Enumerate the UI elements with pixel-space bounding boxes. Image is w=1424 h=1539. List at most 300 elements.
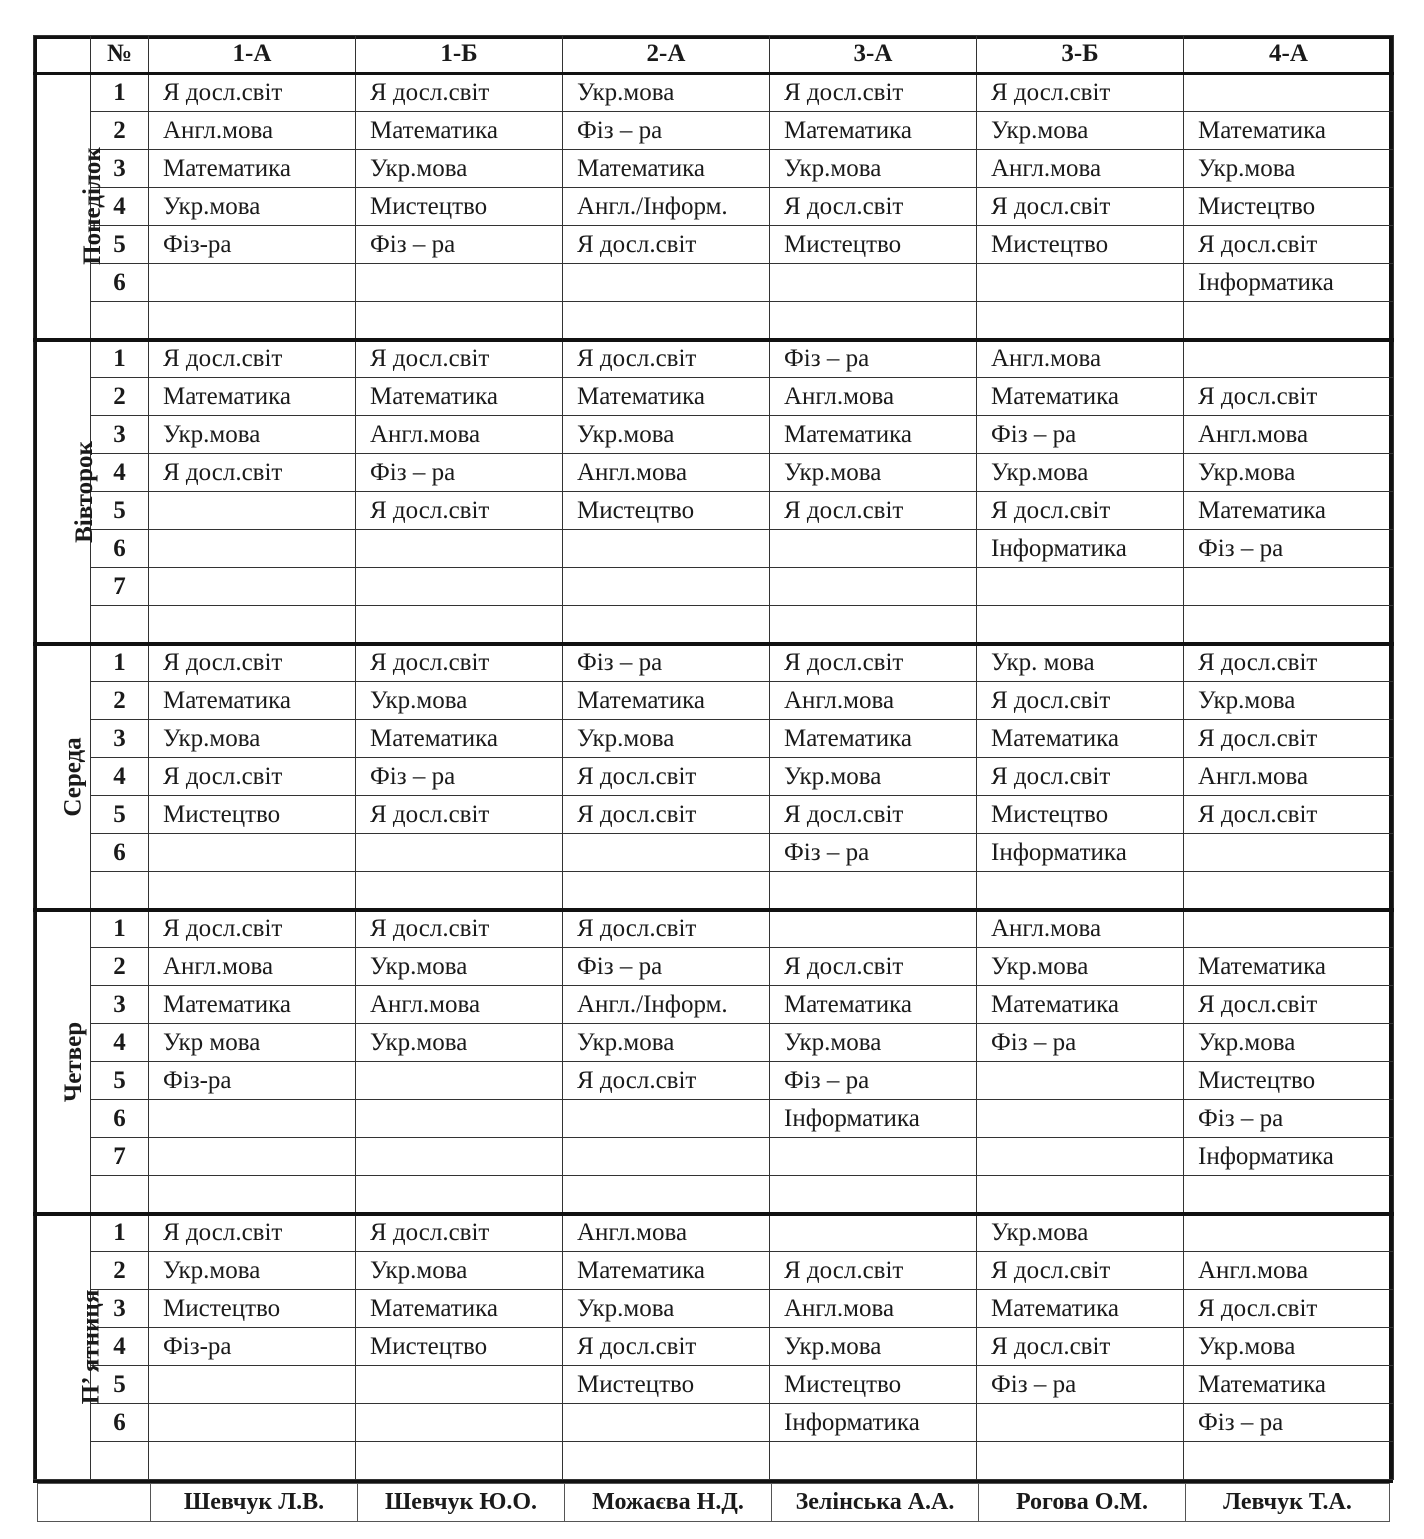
subject-cell: [356, 568, 563, 606]
lesson-number: 2: [91, 1252, 149, 1290]
subject-cell: [356, 606, 563, 644]
subject-cell: [149, 872, 356, 910]
subject-cell: [563, 1404, 770, 1442]
subject-cell: [149, 302, 356, 340]
subject-cell: Англ.мова: [563, 1214, 770, 1252]
subject-cell: [563, 264, 770, 302]
subject-cell: [977, 1138, 1184, 1176]
subject-cell: Англ.мова: [770, 378, 977, 416]
subject-cell: Укр.мова: [977, 948, 1184, 986]
subject-cell: Мистецтво: [1184, 188, 1394, 226]
lesson-number: 5: [91, 226, 149, 264]
lesson-row: [34, 644, 1394, 682]
lesson-number: 2: [91, 112, 149, 150]
subject-cell: Я досл.світ: [563, 340, 770, 378]
subject-cell: Укр.мова: [977, 1214, 1184, 1252]
lesson-row: [34, 378, 1394, 416]
subject-cell: Англ.мова: [977, 340, 1184, 378]
subject-cell: [977, 1176, 1184, 1214]
teachers-row: [38, 1484, 1390, 1522]
lesson-number: [91, 872, 149, 910]
subject-cell: [356, 1138, 563, 1176]
lesson-row: [34, 1024, 1394, 1062]
schedule-table: [33, 35, 1394, 1480]
subject-cell: [977, 1062, 1184, 1100]
lesson-row: [34, 226, 1394, 264]
lesson-number: 1: [91, 74, 149, 112]
subject-cell: Укр.мова: [563, 1290, 770, 1328]
subject-cell: Англ.мова: [356, 416, 563, 454]
lesson-row: [34, 1366, 1394, 1404]
subject-cell: [149, 1176, 356, 1214]
subject-cell: Математика: [770, 416, 977, 454]
teacher-name: Рогова О.М.: [979, 1484, 1186, 1522]
subject-cell: Фіз – ра: [563, 112, 770, 150]
subject-cell: [356, 1062, 563, 1100]
subject-cell: Інформатика: [1184, 1138, 1394, 1176]
subject-cell: [1184, 1176, 1394, 1214]
subject-cell: Мистецтво: [563, 492, 770, 530]
subject-cell: Я досл.світ: [563, 1328, 770, 1366]
subject-cell: Укр. мова: [977, 644, 1184, 682]
lesson-row: [34, 568, 1394, 606]
subject-cell: Математика: [770, 986, 977, 1024]
lesson-row: [34, 264, 1394, 302]
lesson-row: [34, 1290, 1394, 1328]
subject-cell: Мистецтво: [770, 226, 977, 264]
subject-cell: Я досл.світ: [977, 1252, 1184, 1290]
subject-cell: Інформатика: [977, 530, 1184, 568]
teacher-name: Шевчук Ю.О.: [358, 1484, 565, 1522]
subject-cell: Мистецтво: [770, 1366, 977, 1404]
subject-cell: [1184, 910, 1394, 948]
subject-cell: Математика: [977, 378, 1184, 416]
lesson-row: [34, 948, 1394, 986]
subject-cell: Укр.мова: [770, 150, 977, 188]
subject-cell: Укр.мова: [563, 416, 770, 454]
subject-cell: Мистецтво: [356, 1328, 563, 1366]
lesson-number: 3: [91, 150, 149, 188]
subject-cell: [770, 1442, 977, 1480]
subject-cell: Математика: [563, 378, 770, 416]
subject-cell: Англ.мова: [149, 948, 356, 986]
subject-cell: Мистецтво: [977, 226, 1184, 264]
lesson-row: [34, 1100, 1394, 1138]
subject-cell: Математика: [977, 986, 1184, 1024]
subject-cell: Математика: [563, 1252, 770, 1290]
subject-cell: Фіз – ра: [563, 644, 770, 682]
lesson-number: 4: [91, 1328, 149, 1366]
class-header: 3-А: [770, 36, 977, 74]
subject-cell: Фіз – ра: [563, 948, 770, 986]
lesson-row: [34, 188, 1394, 226]
day-name: Четвер: [60, 1021, 88, 1102]
subject-cell: [149, 530, 356, 568]
subject-cell: Я досл.світ: [149, 340, 356, 378]
subject-cell: Укр.мова: [356, 948, 563, 986]
subject-cell: Я досл.світ: [977, 74, 1184, 112]
lesson-number: 5: [91, 492, 149, 530]
subject-cell: Фіз – ра: [977, 1024, 1184, 1062]
lesson-number: 1: [91, 910, 149, 948]
lesson-row: [34, 416, 1394, 454]
subject-cell: Я досл.світ: [563, 758, 770, 796]
lesson-number: 2: [91, 682, 149, 720]
lesson-row: [34, 1442, 1394, 1480]
subject-cell: [1184, 1214, 1394, 1252]
subject-cell: Фіз-ра: [149, 1062, 356, 1100]
lesson-row: [34, 796, 1394, 834]
subject-cell: [563, 1138, 770, 1176]
subject-cell: Математика: [356, 720, 563, 758]
subject-cell: Я досл.світ: [356, 644, 563, 682]
teachers-label-cell: [38, 1484, 151, 1522]
lesson-row: [34, 530, 1394, 568]
subject-cell: Математика: [770, 720, 977, 758]
subject-cell: Укр.мова: [1184, 1328, 1394, 1366]
subject-cell: Я досл.світ: [1184, 644, 1394, 682]
subject-cell: Я досл.світ: [356, 910, 563, 948]
subject-cell: Фіз-ра: [149, 1328, 356, 1366]
subject-cell: Математика: [1184, 492, 1394, 530]
lesson-number: [91, 606, 149, 644]
subject-cell: Укр.мова: [770, 1328, 977, 1366]
subject-cell: [977, 1100, 1184, 1138]
subject-cell: Я досл.світ: [356, 340, 563, 378]
subject-cell: [149, 1442, 356, 1480]
lesson-row: [34, 682, 1394, 720]
subject-cell: [149, 568, 356, 606]
lesson-number: [91, 1442, 149, 1480]
subject-cell: [977, 606, 1184, 644]
subject-cell: [356, 302, 563, 340]
subject-cell: Фіз – ра: [770, 1062, 977, 1100]
corner-cell: [34, 36, 91, 74]
subject-cell: Я досл.світ: [1184, 986, 1394, 1024]
subject-cell: Я досл.світ: [977, 682, 1184, 720]
subject-cell: Математика: [1184, 112, 1394, 150]
subject-cell: [770, 1138, 977, 1176]
subject-cell: Я досл.світ: [149, 74, 356, 112]
subject-cell: [977, 568, 1184, 606]
lesson-number: 6: [91, 1404, 149, 1442]
subject-cell: Я досл.світ: [356, 492, 563, 530]
lesson-number: 4: [91, 454, 149, 492]
subject-cell: [1184, 606, 1394, 644]
lesson-number: 7: [91, 568, 149, 606]
subject-cell: [149, 264, 356, 302]
subject-cell: Я досл.світ: [770, 948, 977, 986]
subject-cell: [563, 1176, 770, 1214]
lesson-row: [34, 720, 1394, 758]
subject-cell: Фіз – ра: [1184, 530, 1394, 568]
subject-cell: [149, 492, 356, 530]
lesson-number: 6: [91, 834, 149, 872]
subject-cell: Математика: [1184, 1366, 1394, 1404]
subject-cell: [770, 1176, 977, 1214]
subject-cell: [149, 1404, 356, 1442]
subject-cell: [977, 302, 1184, 340]
subject-cell: [1184, 340, 1394, 378]
subject-cell: [770, 872, 977, 910]
subject-cell: [977, 872, 1184, 910]
day-label-cell: [34, 340, 98, 644]
subject-cell: [563, 872, 770, 910]
subject-cell: Укр.мова: [1184, 454, 1394, 492]
day-name: Середа: [59, 736, 87, 817]
lesson-number: [91, 302, 149, 340]
lesson-row: [34, 910, 1394, 948]
lesson-number: 6: [91, 1100, 149, 1138]
subject-cell: [356, 834, 563, 872]
day-name: П’ ятниця: [77, 1289, 105, 1405]
day-name: Понеділок: [78, 147, 106, 266]
subject-cell: Математика: [977, 720, 1184, 758]
subject-cell: Фіз – ра: [356, 758, 563, 796]
subject-cell: Я досл.світ: [770, 1252, 977, 1290]
subject-cell: Англ./Інформ.: [563, 986, 770, 1024]
subject-cell: Я досл.світ: [149, 758, 356, 796]
subject-cell: Математика: [770, 112, 977, 150]
subject-cell: Фіз – ра: [977, 416, 1184, 454]
subject-cell: [1184, 1442, 1394, 1480]
subject-cell: Укр.мова: [977, 454, 1184, 492]
lesson-row: [34, 150, 1394, 188]
subject-cell: [563, 606, 770, 644]
subject-cell: Фіз-ра: [149, 226, 356, 264]
subject-cell: Укр.мова: [770, 758, 977, 796]
subject-cell: [1184, 568, 1394, 606]
subject-cell: [977, 264, 1184, 302]
lesson-number: 1: [91, 644, 149, 682]
subject-cell: Англ.мова: [977, 150, 1184, 188]
subject-cell: [563, 834, 770, 872]
lesson-row: [34, 834, 1394, 872]
lesson-number: 2: [91, 378, 149, 416]
subject-cell: Я досл.світ: [770, 188, 977, 226]
subject-cell: [1184, 834, 1394, 872]
subject-cell: Англ.мова: [149, 112, 356, 150]
subject-cell: Я досл.світ: [977, 188, 1184, 226]
lesson-number: 4: [91, 188, 149, 226]
subject-cell: Англ.мова: [770, 1290, 977, 1328]
subject-cell: Фіз – ра: [977, 1366, 1184, 1404]
subject-cell: [356, 1366, 563, 1404]
subject-cell: Я досл.світ: [977, 492, 1184, 530]
subject-cell: Я досл.світ: [770, 644, 977, 682]
subject-cell: Математика: [356, 112, 563, 150]
lesson-row: [34, 758, 1394, 796]
lesson-number: [91, 1176, 149, 1214]
subject-cell: [563, 530, 770, 568]
subject-cell: Я досл.світ: [977, 758, 1184, 796]
lesson-row: [34, 302, 1394, 340]
subject-cell: Математика: [356, 1290, 563, 1328]
class-header: 4-А: [1184, 36, 1394, 74]
lesson-number: 6: [91, 530, 149, 568]
subject-cell: Мистецтво: [149, 1290, 356, 1328]
subject-cell: Фіз – ра: [1184, 1404, 1394, 1442]
subject-cell: Мистецтво: [977, 796, 1184, 834]
lesson-number: 7: [91, 1138, 149, 1176]
lesson-row: [34, 872, 1394, 910]
subject-cell: Я досл.світ: [977, 1328, 1184, 1366]
subject-cell: [356, 1100, 563, 1138]
subject-cell: Укр.мова: [1184, 682, 1394, 720]
lesson-number: 6: [91, 264, 149, 302]
subject-cell: Інформатика: [977, 834, 1184, 872]
subject-cell: Я досл.світ: [770, 796, 977, 834]
subject-cell: Математика: [149, 378, 356, 416]
lesson-row: [34, 986, 1394, 1024]
subject-cell: Мистецтво: [149, 796, 356, 834]
subject-cell: [356, 1442, 563, 1480]
subject-cell: Я досл.світ: [770, 74, 977, 112]
subject-cell: [149, 834, 356, 872]
day-label-cell: [34, 644, 91, 910]
teachers-row-table: [37, 1483, 1390, 1522]
subject-cell: Мистецтво: [1184, 1062, 1394, 1100]
lesson-row: [34, 1176, 1394, 1214]
subject-cell: Фіз – ра: [770, 834, 977, 872]
teacher-name: Шевчук Л.В.: [151, 1484, 358, 1522]
subject-cell: [770, 568, 977, 606]
subject-cell: [356, 530, 563, 568]
subject-cell: Математика: [563, 682, 770, 720]
subject-cell: Я досл.світ: [1184, 1290, 1394, 1328]
subject-cell: [770, 1214, 977, 1252]
subject-cell: Я досл.світ: [1184, 720, 1394, 758]
subject-cell: Я досл.світ: [149, 910, 356, 948]
teacher-name: Можаєва Н.Д.: [565, 1484, 772, 1522]
subject-cell: [1184, 872, 1394, 910]
subject-cell: Я досл.світ: [149, 454, 356, 492]
subject-cell: Укр.мова: [356, 150, 563, 188]
subject-cell: [149, 1366, 356, 1404]
teacher-name: Зелінська А.А.: [772, 1484, 979, 1522]
subject-cell: Інформатика: [1184, 264, 1394, 302]
lesson-row: [34, 74, 1394, 112]
subject-cell: [977, 1404, 1184, 1442]
lesson-row: [34, 1404, 1394, 1442]
class-header: 1-Б: [356, 36, 563, 74]
teacher-name: Левчук Т.А.: [1186, 1484, 1390, 1522]
subject-cell: Англ.мова: [1184, 758, 1394, 796]
subject-cell: Інформатика: [770, 1100, 977, 1138]
class-header: 2-А: [563, 36, 770, 74]
subject-cell: [563, 302, 770, 340]
subject-cell: Укр.мова: [149, 1252, 356, 1290]
lesson-number: 1: [91, 1214, 149, 1252]
subject-cell: Фіз – ра: [356, 454, 563, 492]
subject-cell: Я досл.світ: [770, 492, 977, 530]
subject-cell: [149, 1138, 356, 1176]
subject-cell: Інформатика: [770, 1404, 977, 1442]
subject-cell: Математика: [149, 682, 356, 720]
subject-cell: Я досл.світ: [149, 1214, 356, 1252]
subject-cell: Фіз – ра: [1184, 1100, 1394, 1138]
subject-cell: Англ.мова: [356, 986, 563, 1024]
subject-cell: Укр.мова: [149, 188, 356, 226]
subject-cell: Укр мова: [149, 1024, 356, 1062]
lesson-row: [34, 492, 1394, 530]
lesson-row: [34, 1138, 1394, 1176]
subject-cell: Укр.мова: [770, 454, 977, 492]
subject-cell: [770, 910, 977, 948]
lesson-row: [34, 606, 1394, 644]
lesson-number: 3: [91, 1290, 149, 1328]
lesson-number: 4: [91, 1024, 149, 1062]
header-row: [34, 36, 1394, 74]
subject-cell: [149, 1100, 356, 1138]
subject-cell: Математика: [356, 378, 563, 416]
subject-cell: Я досл.світ: [356, 796, 563, 834]
lesson-number: 5: [91, 1062, 149, 1100]
subject-cell: Фіз – ра: [356, 226, 563, 264]
subject-cell: Я досл.світ: [563, 226, 770, 264]
lesson-row: [34, 1214, 1394, 1252]
subject-cell: [356, 1404, 563, 1442]
subject-cell: Мистецтво: [563, 1366, 770, 1404]
subject-cell: [356, 872, 563, 910]
subject-cell: [977, 1442, 1184, 1480]
subject-cell: [770, 302, 977, 340]
lesson-number: 3: [91, 720, 149, 758]
subject-cell: [1184, 302, 1394, 340]
subject-cell: Математика: [1184, 948, 1394, 986]
day-name: Вівторок: [70, 440, 98, 543]
subject-cell: Я досл.світ: [1184, 378, 1394, 416]
subject-cell: Я досл.світ: [563, 1062, 770, 1100]
subject-cell: Математика: [149, 150, 356, 188]
subject-cell: Англ.мова: [563, 454, 770, 492]
subject-cell: Я досл.світ: [1184, 226, 1394, 264]
subject-cell: [770, 264, 977, 302]
subject-cell: Укр.мова: [563, 720, 770, 758]
subject-cell: Укр.мова: [356, 1252, 563, 1290]
subject-cell: Укр.мова: [563, 1024, 770, 1062]
subject-cell: Укр.мова: [149, 416, 356, 454]
subject-cell: [356, 264, 563, 302]
class-header: 1-А: [149, 36, 356, 74]
lesson-number: 5: [91, 796, 149, 834]
lesson-row: [34, 454, 1394, 492]
schedule-body: [34, 74, 1394, 1480]
subject-cell: Математика: [563, 150, 770, 188]
lesson-number: 5: [91, 1366, 149, 1404]
subject-cell: [770, 606, 977, 644]
subject-cell: [770, 530, 977, 568]
lesson-number: 3: [91, 986, 149, 1024]
subject-cell: Я досл.світ: [149, 644, 356, 682]
subject-cell: Укр.мова: [356, 1024, 563, 1062]
subject-cell: Укр.мова: [1184, 1024, 1394, 1062]
subject-cell: [149, 606, 356, 644]
subject-cell: Англ.мова: [770, 682, 977, 720]
subject-cell: Фіз – ра: [770, 340, 977, 378]
lesson-row: [34, 1062, 1394, 1100]
subject-cell: Математика: [149, 986, 356, 1024]
day-label-cell: [34, 74, 106, 340]
subject-cell: Укр.мова: [977, 112, 1184, 150]
subject-cell: Укр.мова: [149, 720, 356, 758]
subject-cell: [563, 1442, 770, 1480]
day-label-cell: [34, 910, 91, 1214]
lesson-number: 1: [91, 340, 149, 378]
lesson-number-header: №: [91, 36, 149, 74]
lesson-row: [34, 1252, 1394, 1290]
subject-cell: Укр.мова: [1184, 150, 1394, 188]
